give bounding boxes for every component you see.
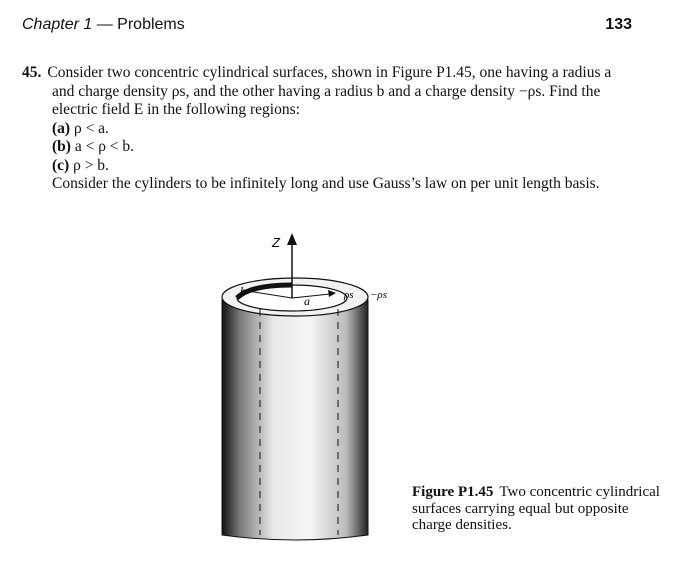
charge-inner-label: ρs	[344, 289, 354, 301]
radius-outer-label: b	[240, 284, 246, 298]
chapter-header	[22, 16, 185, 34]
problem-closing: Consider the cylinders to be infinitely long and use Gauss’s law on per unit length basis.	[52, 175, 600, 192]
z-axis-label: Z	[272, 235, 280, 250]
problem-line-1: 45. Consider two concentric cylindrical surfaces, shown in Figure P1.45, one having a radius a	[22, 64, 612, 81]
page-number: 133	[605, 16, 632, 33]
cylinder-figure	[200, 225, 400, 545]
outer-cylinder-body	[222, 300, 368, 540]
figure-label: Figure P1.45	[412, 484, 494, 500]
problem-line-2: and charge density ρs, and the other having a radius b and a charge density −ρs. Find the	[52, 82, 601, 100]
problem-number: 45.	[22, 64, 42, 81]
problem-parts	[22, 120, 652, 194]
problem-line-3: electric field E in the following regions:	[52, 101, 300, 118]
caption-text: Two concentric cylindrical surfaces carrying equal but opposite charge densities.	[412, 484, 660, 533]
part-a: (a) ρ < a.	[52, 119, 109, 137]
part-b: (b) a < ρ < b.	[52, 138, 135, 155]
charge-outer-label: −ρs	[370, 289, 387, 301]
radius-inner-label: a	[304, 294, 310, 308]
problem-45	[22, 64, 652, 194]
chapter-label: Chapter 1	[22, 16, 93, 33]
z-axis-arrow	[287, 233, 297, 245]
section-label: — Problems	[96, 16, 185, 33]
part-c: (c) ρ > b.	[52, 156, 109, 174]
figure-caption	[412, 484, 662, 534]
